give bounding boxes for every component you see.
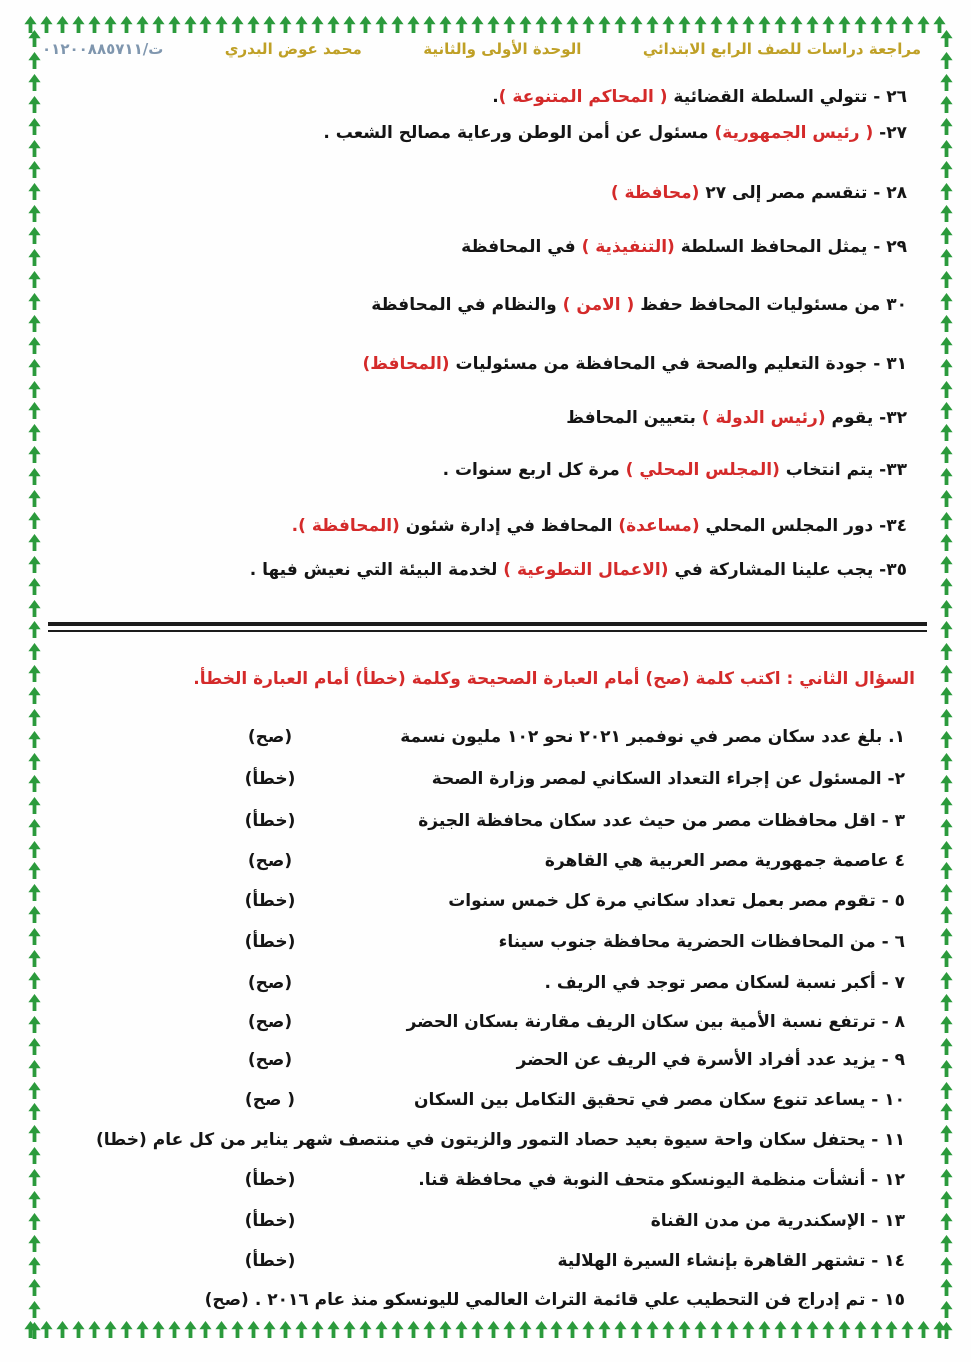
tree-border-icon xyxy=(694,16,707,33)
answer-highlight: (المحافظ) xyxy=(362,354,450,374)
tree-border-icon xyxy=(423,1321,436,1338)
tree-border-icon xyxy=(582,16,595,33)
tree-border-icon xyxy=(940,96,953,113)
statement-text: ٣٤- دور المجلس المحلي xyxy=(699,516,907,536)
tree-border-icon xyxy=(885,16,898,33)
statement-text: ١٣ - الإسكندرية من مدن القناة xyxy=(650,1211,905,1231)
tree-border-icon xyxy=(940,950,953,967)
true-false-row xyxy=(36,1047,905,1074)
tree-border-icon xyxy=(359,1321,372,1338)
statement-text: ٤ عاصمة جمهورية مصر العربية هي القاهرة xyxy=(544,851,905,871)
statement-text: ١٢ - أنشأت منظمة اليونسكو متحف النوبة في محافظة قنا. xyxy=(418,1170,905,1190)
tree-border-icon xyxy=(104,1321,117,1338)
tree-border-icon xyxy=(940,1235,953,1252)
tree-border-icon xyxy=(940,1038,953,1055)
answer-highlight: (محافظة ) xyxy=(610,183,700,203)
tree-border-icon xyxy=(940,1301,953,1318)
tree-border-icon xyxy=(758,16,771,33)
tree-border-icon xyxy=(940,1257,953,1274)
answer-label: (خطأ) xyxy=(244,1251,296,1271)
tree-border-icon xyxy=(940,446,953,463)
statement-text: ٢٨ - تنقسم مصر إلى ٢٧ xyxy=(699,183,907,203)
tree-border-icon xyxy=(439,16,452,33)
tree-border-icon xyxy=(678,1321,691,1338)
true-false-row xyxy=(36,808,905,835)
statement-text: ٣٠ من مسئوليات المحافظ حفظ xyxy=(634,295,907,315)
statement-row xyxy=(36,513,907,540)
tree-border-icon xyxy=(72,1321,85,1338)
tree-border-icon xyxy=(28,621,41,638)
tree-border-icon xyxy=(940,74,953,91)
tree-border-icon xyxy=(940,884,953,901)
statement-text: ٥ - تقوم مصر بعمل تعداد سكاني مرة كل خمس سنوات xyxy=(448,891,905,911)
tree-border-icon xyxy=(940,1103,953,1120)
tree-border-icon xyxy=(247,16,260,33)
tree-border-icon xyxy=(199,16,212,33)
statement-row xyxy=(36,292,907,319)
statement-text: ١٤ - تشتهر القاهرة بإنشاء السيرة الهلالية xyxy=(557,1251,905,1271)
tree-border-icon xyxy=(199,1321,212,1338)
tree-border-icon xyxy=(838,1321,851,1338)
tree-border-icon xyxy=(940,1322,953,1339)
tree-border-icon xyxy=(391,16,404,33)
tree-border-icon xyxy=(940,468,953,485)
tree-border-icon xyxy=(168,16,181,33)
statement-text: ٣٥- يجب علينا المشاركة في xyxy=(668,560,907,580)
answer-highlight: (المحافظة ). xyxy=(291,516,400,536)
true-false-row xyxy=(36,1287,905,1314)
answer-label: (خطأ) xyxy=(244,932,296,952)
statement-text: ٧ - أكبر نسبة لسكان مصر توجد في الريف . xyxy=(544,973,905,993)
tree-border-icon xyxy=(774,16,787,33)
statement-text: لخدمة البيئة التي نعيش فيها . xyxy=(249,560,504,580)
statement-text: ٢٦ - تتولي السلطة القضائية xyxy=(667,87,907,107)
tree-border-icon xyxy=(940,1169,953,1186)
decorative-border-right xyxy=(939,30,954,1340)
answer-highlight: ( رئيس الجمهورية) xyxy=(714,123,874,143)
tree-border-icon xyxy=(519,16,532,33)
tree-border-icon xyxy=(343,1321,356,1338)
tree-border-icon xyxy=(940,1279,953,1296)
tree-border-icon xyxy=(742,16,755,33)
header-phone: ت/٠١٢٠٠٨٨٥٧١١ xyxy=(42,40,164,58)
tree-border-icon xyxy=(940,1016,953,1033)
tree-border-icon xyxy=(940,161,953,178)
statement-text: ٣٢- يقوم xyxy=(825,408,907,428)
answer-label: (صح) xyxy=(247,851,293,871)
tree-border-icon xyxy=(870,16,883,33)
tree-border-icon xyxy=(487,16,500,33)
statement-text: المحافظ في إدارة شئون xyxy=(399,516,619,536)
tree-border-icon xyxy=(279,16,292,33)
tree-border-icon xyxy=(940,1213,953,1230)
tree-border-icon xyxy=(28,600,41,617)
tree-border-icon xyxy=(295,1321,308,1338)
tree-border-icon xyxy=(503,16,516,33)
tree-border-icon xyxy=(940,271,953,288)
true-false-row xyxy=(36,848,905,875)
tree-border-icon xyxy=(940,731,953,748)
tree-border-icon xyxy=(940,841,953,858)
statement-row xyxy=(36,457,907,484)
tree-border-icon xyxy=(940,578,953,595)
tree-border-icon xyxy=(598,1321,611,1338)
true-false-row xyxy=(36,766,905,793)
tree-border-icon xyxy=(758,1321,771,1338)
answer-highlight: ( المحاكم المتنوعة ) xyxy=(498,87,668,107)
tree-border-icon xyxy=(901,16,914,33)
statement-text: ٢- المسئول عن إجراء التعداد السكاني لمصر وزارة الصحة xyxy=(431,769,905,789)
true-false-row xyxy=(36,1087,905,1114)
answer-label: (صح) xyxy=(204,1290,249,1310)
tree-border-icon xyxy=(854,1321,867,1338)
tree-border-icon xyxy=(375,16,388,33)
true-false-row xyxy=(36,1009,905,1036)
true-false-row xyxy=(36,888,905,915)
header xyxy=(42,36,921,62)
tree-border-icon xyxy=(940,381,953,398)
tree-border-icon xyxy=(940,315,953,332)
statement-text: ٣ - اقل محافظات مصر من حيث عدد سكان محافظة الجيزة xyxy=(418,811,905,831)
tree-border-icon xyxy=(940,1082,953,1099)
answer-highlight: (التنفيذية ) xyxy=(581,237,675,257)
tree-border-icon xyxy=(28,381,41,398)
tree-border-icon xyxy=(295,16,308,33)
tree-border-icon xyxy=(940,512,953,529)
tree-border-icon xyxy=(582,1321,595,1338)
tree-border-icon xyxy=(630,1321,643,1338)
tree-border-icon xyxy=(263,16,276,33)
tree-border-icon xyxy=(940,1060,953,1077)
tree-border-icon xyxy=(614,16,627,33)
tree-border-icon xyxy=(168,1321,181,1338)
tree-border-icon xyxy=(423,16,436,33)
tree-border-icon xyxy=(940,556,953,573)
tree-border-icon xyxy=(940,1147,953,1164)
tree-border-icon xyxy=(806,1321,819,1338)
true-false-row xyxy=(36,929,905,956)
tree-border-icon xyxy=(391,1321,404,1338)
tree-border-icon xyxy=(263,1321,276,1338)
statement-row xyxy=(36,84,907,111)
tree-border-icon xyxy=(120,16,133,33)
tree-border-icon xyxy=(710,1321,723,1338)
tree-border-icon xyxy=(28,490,41,507)
tree-border-icon xyxy=(885,1321,898,1338)
tree-border-icon xyxy=(838,16,851,33)
tree-border-icon xyxy=(136,1321,149,1338)
statement-text: ١٥ - تم إدراج فن التحطيب علي قائمة التراث العالمي لليونسكو منذ عام ٢٠١٦ . xyxy=(254,1290,905,1310)
tree-border-icon xyxy=(940,643,953,660)
answer-label: (خطأ) xyxy=(244,891,296,911)
tree-border-icon xyxy=(550,16,563,33)
tree-border-icon xyxy=(678,16,691,33)
tree-border-icon xyxy=(646,16,659,33)
tree-border-icon xyxy=(940,249,953,266)
tree-border-icon xyxy=(343,16,356,33)
tree-border-icon xyxy=(854,16,867,33)
statement-text: في المحافظة xyxy=(461,237,582,257)
tree-border-icon xyxy=(940,819,953,836)
tree-border-icon xyxy=(940,621,953,638)
tree-border-icon xyxy=(136,16,149,33)
tree-border-icon xyxy=(917,1321,930,1338)
answer-label: (خطأ) xyxy=(244,1211,296,1231)
statement-text: ٢٩ - يمثل المحافظ السلطة xyxy=(674,237,907,257)
tree-border-icon xyxy=(940,928,953,945)
answer-label: (خطأ) xyxy=(244,811,296,831)
true-false-row xyxy=(36,1167,905,1194)
tree-border-icon xyxy=(940,490,953,507)
tree-border-icon xyxy=(56,16,69,33)
statement-row xyxy=(36,180,907,207)
tree-border-icon xyxy=(28,161,41,178)
tree-border-icon xyxy=(940,402,953,419)
true-false-row xyxy=(36,970,905,997)
tree-border-icon xyxy=(940,994,953,1011)
tree-border-icon xyxy=(646,1321,659,1338)
tree-border-icon xyxy=(311,16,324,33)
tree-border-icon xyxy=(940,600,953,617)
answer-highlight: (الاعمال التطوعية ) xyxy=(503,560,669,580)
tree-border-icon xyxy=(940,140,953,157)
tree-border-icon xyxy=(940,709,953,726)
tree-border-icon xyxy=(940,337,953,354)
tree-border-icon xyxy=(152,1321,165,1338)
tree-border-icon xyxy=(822,1321,835,1338)
tree-border-icon xyxy=(231,16,244,33)
answer-highlight: (مساعدة) xyxy=(618,516,700,536)
answer-highlight: (رئيس الدولة ) xyxy=(701,408,826,428)
tree-border-icon xyxy=(28,271,41,288)
tree-border-icon xyxy=(184,16,197,33)
tree-border-icon xyxy=(940,775,953,792)
tree-border-icon xyxy=(790,16,803,33)
statement-text: ٣٣- يتم انتخاب xyxy=(779,460,907,480)
statement-text: ١٠ - يساعد تنوع سكان مصر في تحقيق التكامل بين السكان xyxy=(414,1090,905,1110)
statement-text: مرة كل اربع سنوات . xyxy=(442,460,626,480)
true-false-row xyxy=(36,1208,905,1235)
tree-border-icon xyxy=(566,16,579,33)
tree-border-icon xyxy=(455,16,468,33)
tree-border-icon xyxy=(359,16,372,33)
tree-border-icon xyxy=(487,1321,500,1338)
tree-border-icon xyxy=(774,1321,787,1338)
section-divider xyxy=(48,622,927,632)
statement-text: مسئول عن أمن الوطن ورعاية مصالح الشعب . xyxy=(323,123,715,143)
tree-border-icon xyxy=(822,16,835,33)
answer-label: (خطأ) xyxy=(244,769,296,789)
tree-border-icon xyxy=(311,1321,324,1338)
tree-border-icon xyxy=(940,797,953,814)
tree-border-icon xyxy=(535,1321,548,1338)
statement-text: ١١ - يحتفل سكان واحة سيوة بعيد حصاد التمور والزيتون في منتصف شهر يناير من كل عام xyxy=(152,1130,905,1150)
tree-border-icon xyxy=(88,1321,101,1338)
statement-row xyxy=(36,405,907,432)
statement-text: والنظام في المحافظة xyxy=(371,295,563,315)
tree-border-icon xyxy=(726,1321,739,1338)
answer-label: (صح) xyxy=(247,727,293,747)
tree-border-icon xyxy=(407,1321,420,1338)
tree-border-icon xyxy=(327,16,340,33)
tree-border-icon xyxy=(247,1321,260,1338)
header-title: مراجعة دراسات للصف الرابع الابتدائي xyxy=(642,40,921,58)
header-unit: الوحدة الأولى والثانية xyxy=(423,40,582,58)
tree-border-icon xyxy=(726,16,739,33)
true-false-row xyxy=(36,1248,905,1275)
tree-border-icon xyxy=(120,1321,133,1338)
answer-label: (صح) xyxy=(247,1050,293,1070)
tree-border-icon xyxy=(790,1321,803,1338)
tree-border-icon xyxy=(152,16,165,33)
tree-border-icon xyxy=(28,1322,41,1339)
tree-border-icon xyxy=(940,293,953,310)
tree-border-icon xyxy=(901,1321,914,1338)
tree-border-icon xyxy=(72,16,85,33)
answer-label: (خطأ) xyxy=(244,1170,296,1190)
statement-text: ٦ - من المحافظات الحضرية محافظة جنوب سيناء xyxy=(498,932,905,952)
tree-border-icon xyxy=(940,687,953,704)
tree-border-icon xyxy=(471,1321,484,1338)
tree-border-icon xyxy=(940,1125,953,1142)
statement-row xyxy=(36,120,907,147)
tree-border-icon xyxy=(694,1321,707,1338)
tree-border-icon xyxy=(940,972,953,989)
tree-border-icon xyxy=(56,1321,69,1338)
tree-border-icon xyxy=(630,16,643,33)
tree-border-icon xyxy=(215,1321,228,1338)
statement-text: بتعيين المحافظ xyxy=(566,408,702,428)
statement-text: ٢٧- xyxy=(873,123,907,143)
tree-border-icon xyxy=(88,16,101,33)
tree-border-icon xyxy=(439,1321,452,1338)
tree-border-icon xyxy=(710,16,723,33)
tree-border-icon xyxy=(870,1321,883,1338)
tree-border-icon xyxy=(940,753,953,770)
tree-border-icon xyxy=(940,359,953,376)
question2-heading: السؤال الثاني : اكتب كلمة (صح) أمام العبارة الصحيحة وكلمة (خطأ) أمام العبارة الخطأ. xyxy=(193,669,915,689)
tree-border-icon xyxy=(104,16,117,33)
tree-border-icon xyxy=(940,1191,953,1208)
tree-border-icon xyxy=(28,30,41,47)
tree-border-icon xyxy=(184,1321,197,1338)
tree-border-icon xyxy=(662,16,675,33)
tree-border-icon xyxy=(940,183,953,200)
decorative-border-top xyxy=(24,15,947,33)
tree-border-icon xyxy=(940,118,953,135)
tree-border-icon xyxy=(806,16,819,33)
statement-text: ١. بلغ عدد سكان مصر في نوفمبر ٢٠٢١ نحو ١٠٢ مليون نسمة xyxy=(400,727,905,747)
tree-border-icon xyxy=(28,205,41,222)
true-false-row xyxy=(36,1127,905,1154)
decorative-border-bottom xyxy=(24,1320,947,1338)
tree-border-icon xyxy=(407,16,420,33)
tree-border-icon xyxy=(940,906,953,923)
tree-border-icon xyxy=(940,862,953,879)
tree-border-icon xyxy=(28,643,41,660)
answer-label: ( صح) xyxy=(244,1090,296,1110)
tree-border-icon xyxy=(375,1321,388,1338)
header-author: محمد عوض البدري xyxy=(224,40,362,58)
tree-border-icon xyxy=(503,1321,516,1338)
tree-border-icon xyxy=(519,1321,532,1338)
tree-border-icon xyxy=(940,205,953,222)
tree-border-icon xyxy=(28,52,41,69)
tree-border-icon xyxy=(940,534,953,551)
tree-border-icon xyxy=(455,1321,468,1338)
answer-highlight: ( الامن ) xyxy=(562,295,635,315)
tree-border-icon xyxy=(327,1321,340,1338)
tree-border-icon xyxy=(940,52,953,69)
tree-border-icon xyxy=(662,1321,675,1338)
tree-border-icon xyxy=(614,1321,627,1338)
tree-border-icon xyxy=(940,227,953,244)
statement-row xyxy=(36,234,907,261)
answer-label: (خطا) xyxy=(96,1130,147,1150)
statement-text: ٣١ - جودة التعليم والصحة في المحافظة من مسئوليات xyxy=(449,354,907,374)
tree-border-icon xyxy=(598,16,611,33)
tree-border-icon xyxy=(550,1321,563,1338)
tree-border-icon xyxy=(940,424,953,441)
tree-border-icon xyxy=(231,1321,244,1338)
tree-border-icon xyxy=(940,665,953,682)
statement-text: ٩ - يزيد عدد أفراد الأسرة في الريف عن الحضر xyxy=(516,1050,905,1070)
tree-border-icon xyxy=(917,16,930,33)
tree-border-icon xyxy=(215,16,228,33)
tree-border-icon xyxy=(940,30,953,47)
statement-row xyxy=(36,351,907,378)
answer-highlight: (المجلس المحلي ) xyxy=(625,460,780,480)
statement-text: ٨ - ترتفع نسبة الأمية بين سكان الريف مقارنة بسكان الحضر xyxy=(406,1012,905,1032)
true-false-row xyxy=(36,724,905,751)
tree-border-icon xyxy=(471,16,484,33)
tree-border-icon xyxy=(535,16,548,33)
tree-border-icon xyxy=(279,1321,292,1338)
statement-text: . xyxy=(492,87,499,107)
answer-label: (صح) xyxy=(247,1012,293,1032)
tree-border-icon xyxy=(566,1321,579,1338)
answer-label: (صح) xyxy=(247,973,293,993)
statement-row xyxy=(36,557,907,584)
tree-border-icon xyxy=(742,1321,755,1338)
